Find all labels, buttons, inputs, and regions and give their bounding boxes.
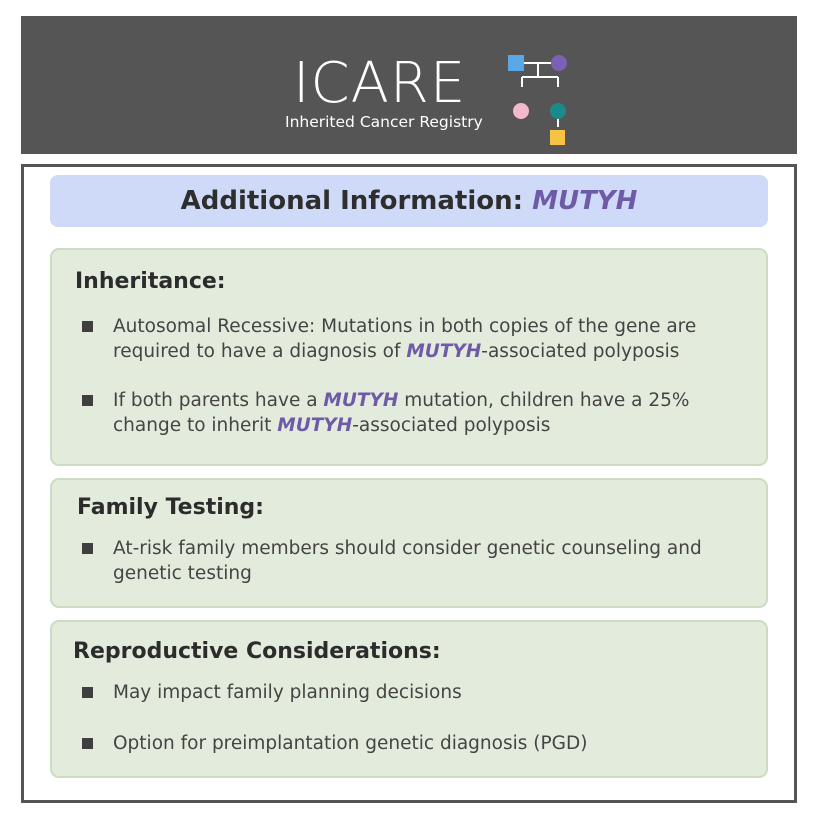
section-title-inheritance: Inheritance: [75,269,226,294]
pedigree-logo-icon [481,50,581,150]
yellow-square-icon [550,130,565,145]
gene-name: MUTYH [406,341,482,362]
bullet-icon [82,543,93,554]
gene-name: MUTYH [323,390,399,411]
blue-square-icon [508,55,524,71]
item-line: Option for preimplantation genetic diagnosis (PGD) [113,733,588,754]
logo-subtitle: Inherited Cancer Registry [285,113,483,131]
section-family-testing [50,478,768,608]
bullet-icon [82,395,93,406]
title-prefix: Additional Information: [180,186,533,216]
bullet-icon [82,738,93,749]
section-reproductive [50,620,768,778]
purple-circle-icon [551,55,567,71]
bullet-icon [82,687,93,698]
list-item [82,536,702,586]
logo-text: ICARE [293,51,467,116]
header-banner [21,16,797,154]
list-item [82,388,702,438]
item-line: Autosomal Recessive: Mutations in both copies of the gene are [113,316,697,337]
page-title [50,175,768,227]
list-item [82,731,702,756]
item-line: change to inherit MUTYH-associated polyposis [113,415,551,436]
pink-circle-icon [513,103,529,119]
list-item [82,314,702,364]
section-title-reproductive: Reproductive Considerations: [73,639,441,664]
info-panel [21,164,797,803]
item-line: If both parents have a MUTYH mutation, children have a 25% [113,390,690,411]
section-title-family-testing: Family Testing: [77,495,264,520]
title-gene: MUTYH [532,186,638,216]
item-line: required to have a diagnosis of MUTYH-associated polyposis [113,341,680,362]
item-line: May impact family planning decisions [113,682,462,703]
item-line: At-risk family members should consider genetic counseling and [113,538,702,559]
item-line: genetic testing [113,563,252,584]
section-inheritance [50,248,768,466]
bullet-icon [82,321,93,332]
teal-circle-icon [550,103,566,119]
list-item [82,680,702,705]
gene-name: MUTYH [277,415,353,436]
